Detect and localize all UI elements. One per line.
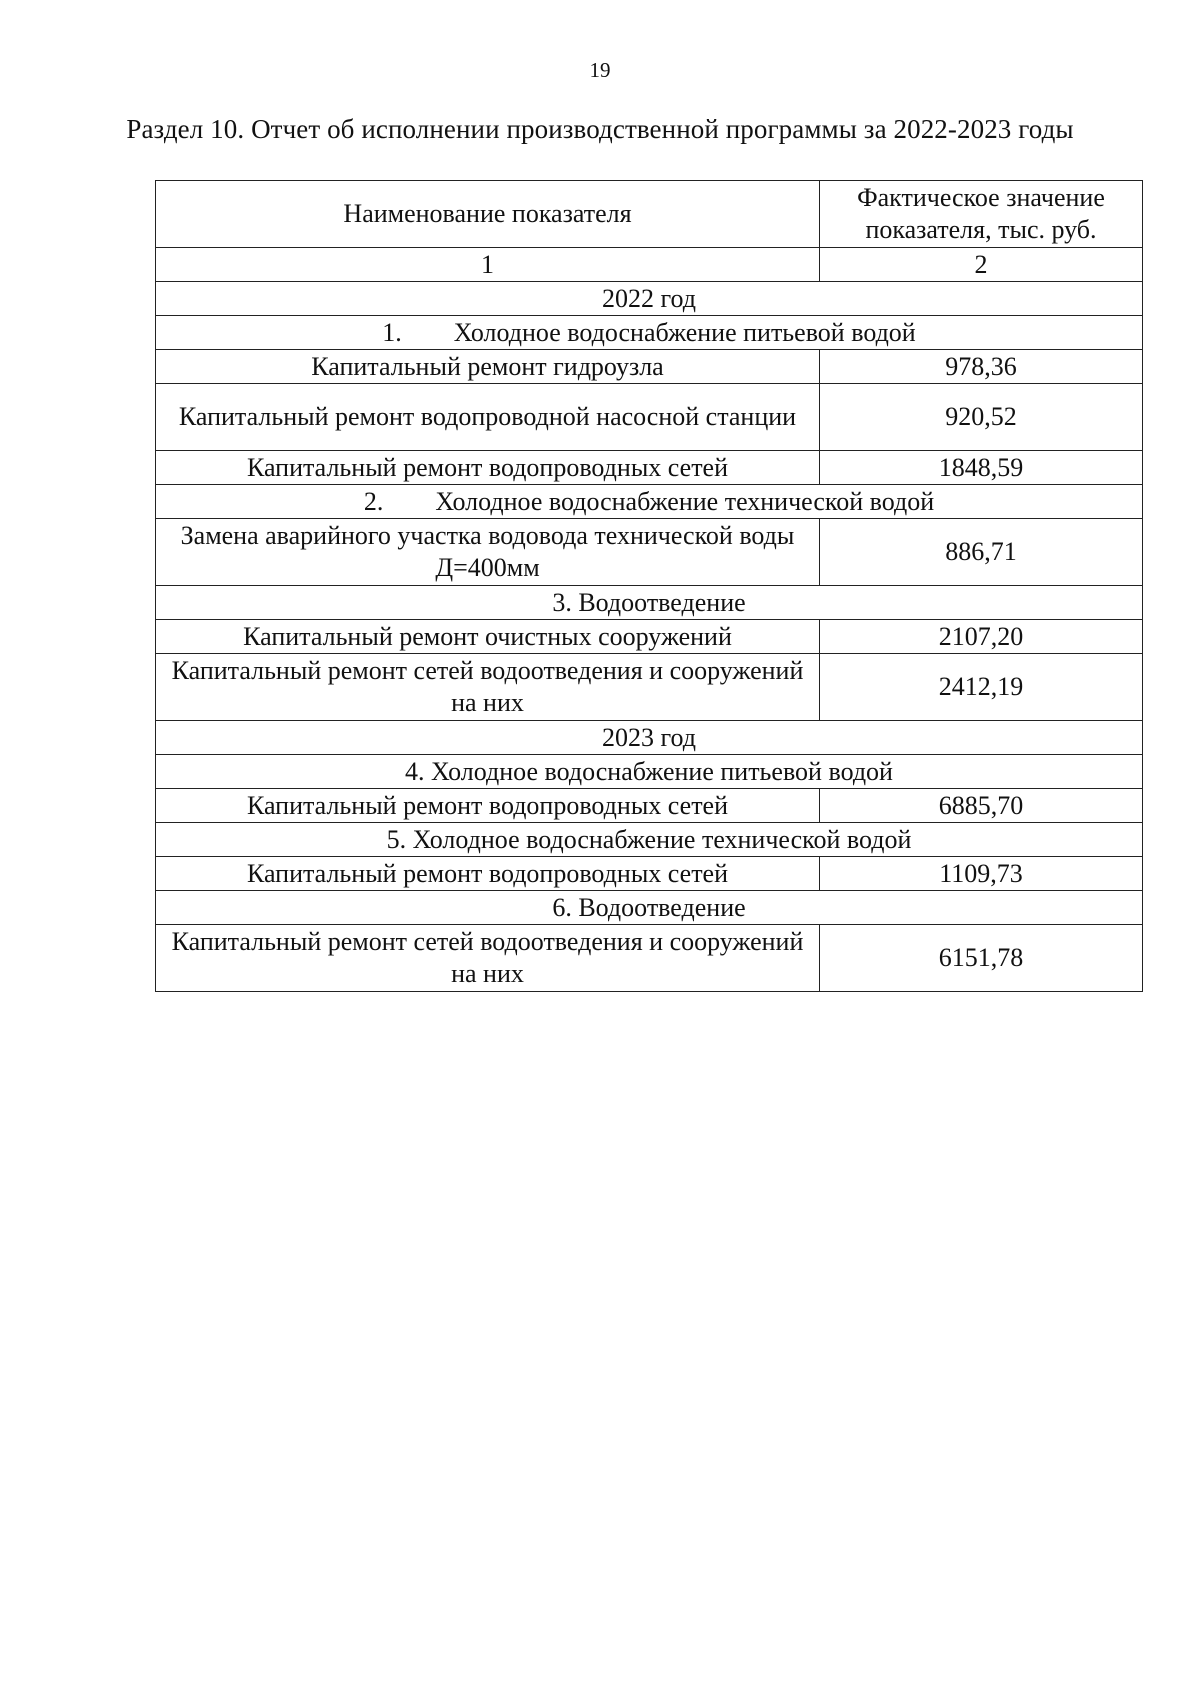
section-heading: 5. Холодное водоснабжение технической водой (156, 823, 1143, 857)
section-title: Раздел 10. Отчет об исполнении производственной программы за 2022-2023 годы (126, 114, 1074, 144)
indicator-name: Капитальный ремонт сетей водоотведения и сооружений на них (156, 925, 820, 992)
indicator-value: 2107,20 (820, 620, 1143, 654)
section-heading: 1. Холодное водоснабжение питьевой водой (156, 316, 1143, 350)
indicator-name: Капитальный ремонт сетей водоотведения и сооружений на них (156, 654, 820, 721)
indicator-value: 886,71 (820, 519, 1143, 586)
section-heading: 3. Водоотведение (156, 586, 1143, 620)
table-row (156, 384, 1143, 451)
indicator-name: Капитальный ремонт гидроузла (156, 350, 820, 384)
section-heading: 6. Водоотведение (156, 891, 1143, 925)
section-heading-row (156, 755, 1143, 789)
indicator-name: Капитальный ремонт очистных сооружений (156, 620, 820, 654)
year-row (156, 721, 1143, 755)
indicator-name: Капитальный ремонт водопроводной насосной станции (156, 384, 820, 451)
indicator-value: 978,36 (820, 350, 1143, 384)
indicator-name: Капитальный ремонт водопроводных сетей (156, 789, 820, 823)
column-number-1: 1 (156, 248, 820, 282)
indicator-value: 920,52 (820, 384, 1143, 451)
header-indicator-name: Наименование показателя (156, 181, 820, 248)
section-heading-row (156, 823, 1143, 857)
table-row (156, 789, 1143, 823)
indicator-value: 6885,70 (820, 789, 1143, 823)
report-table (155, 180, 1143, 992)
page-number: 19 (589, 58, 611, 82)
indicator-name: Замена аварийного участка водовода технической воды Д=400мм (156, 519, 820, 586)
header-actual-value: Фактическое значение показателя, тыс. руб. (820, 181, 1143, 248)
indicator-value: 2412,19 (820, 654, 1143, 721)
year-label: 2022 год (156, 282, 1143, 316)
table-row (156, 620, 1143, 654)
table-row (156, 451, 1143, 485)
indicator-value: 1109,73 (820, 857, 1143, 891)
section-heading-row (156, 586, 1143, 620)
section-heading: 4. Холодное водоснабжение питьевой водой (156, 755, 1143, 789)
indicator-value: 6151,78 (820, 925, 1143, 992)
table-row (156, 654, 1143, 721)
table-row (156, 925, 1143, 992)
indicator-name: Капитальный ремонт водопроводных сетей (156, 451, 820, 485)
section-heading-row (156, 485, 1143, 519)
table-row (156, 857, 1143, 891)
section-heading-row (156, 891, 1143, 925)
table-row (156, 350, 1143, 384)
indicator-name: Капитальный ремонт водопроводных сетей (156, 857, 820, 891)
year-label: 2023 год (156, 721, 1143, 755)
indicator-value: 1848,59 (820, 451, 1143, 485)
column-number-2: 2 (820, 248, 1143, 282)
column-number-row (156, 248, 1143, 282)
header-row (156, 181, 1143, 248)
table-row (156, 519, 1143, 586)
section-heading-row (156, 316, 1143, 350)
section-heading: 2. Холодное водоснабжение технической водой (156, 485, 1143, 519)
year-row (156, 282, 1143, 316)
